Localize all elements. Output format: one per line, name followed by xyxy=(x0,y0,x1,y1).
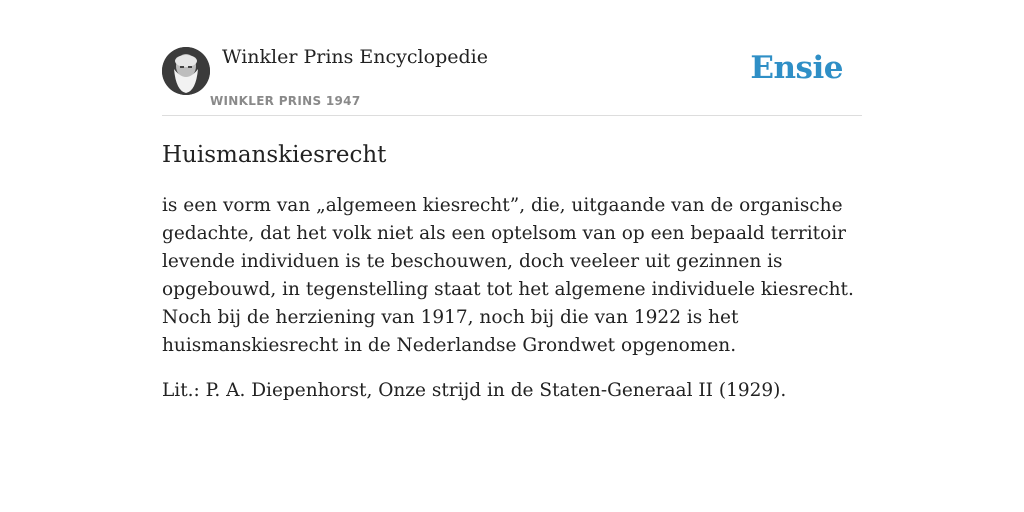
site-header xyxy=(162,44,862,116)
edition-label[interactable]: WINKLER PRINS 1947 xyxy=(210,94,361,108)
brand-logo[interactable]: Ensie xyxy=(750,50,843,86)
site-name[interactable]: Winkler Prins Encyclopedie xyxy=(222,46,488,68)
header-divider xyxy=(162,115,862,116)
article-literature: Lit.: P. A. Diepenhorst, Onze strijd in de Staten-Generaal II (1929). xyxy=(162,380,787,401)
article xyxy=(162,140,862,405)
article-title: Huismanskiesrecht xyxy=(162,142,387,168)
avatar-icon[interactable] xyxy=(162,47,210,95)
article-body: is een vorm van „algemeen kiesrecht”, die, uitgaande van de organische gedachte, dat het volk niet als een optelsom van op een bepaald territoir levende individuen is te beschouwen, doch veeleer uit gezinnen is opgebouwd, in tegenstelling staat tot het algemene individuele kiesrecht. Noch bij de herziening van 1917, noch bij die van 1922 is het huismanskiesrecht in de Nederlandse Grondwet opgenomen. xyxy=(162,195,854,356)
